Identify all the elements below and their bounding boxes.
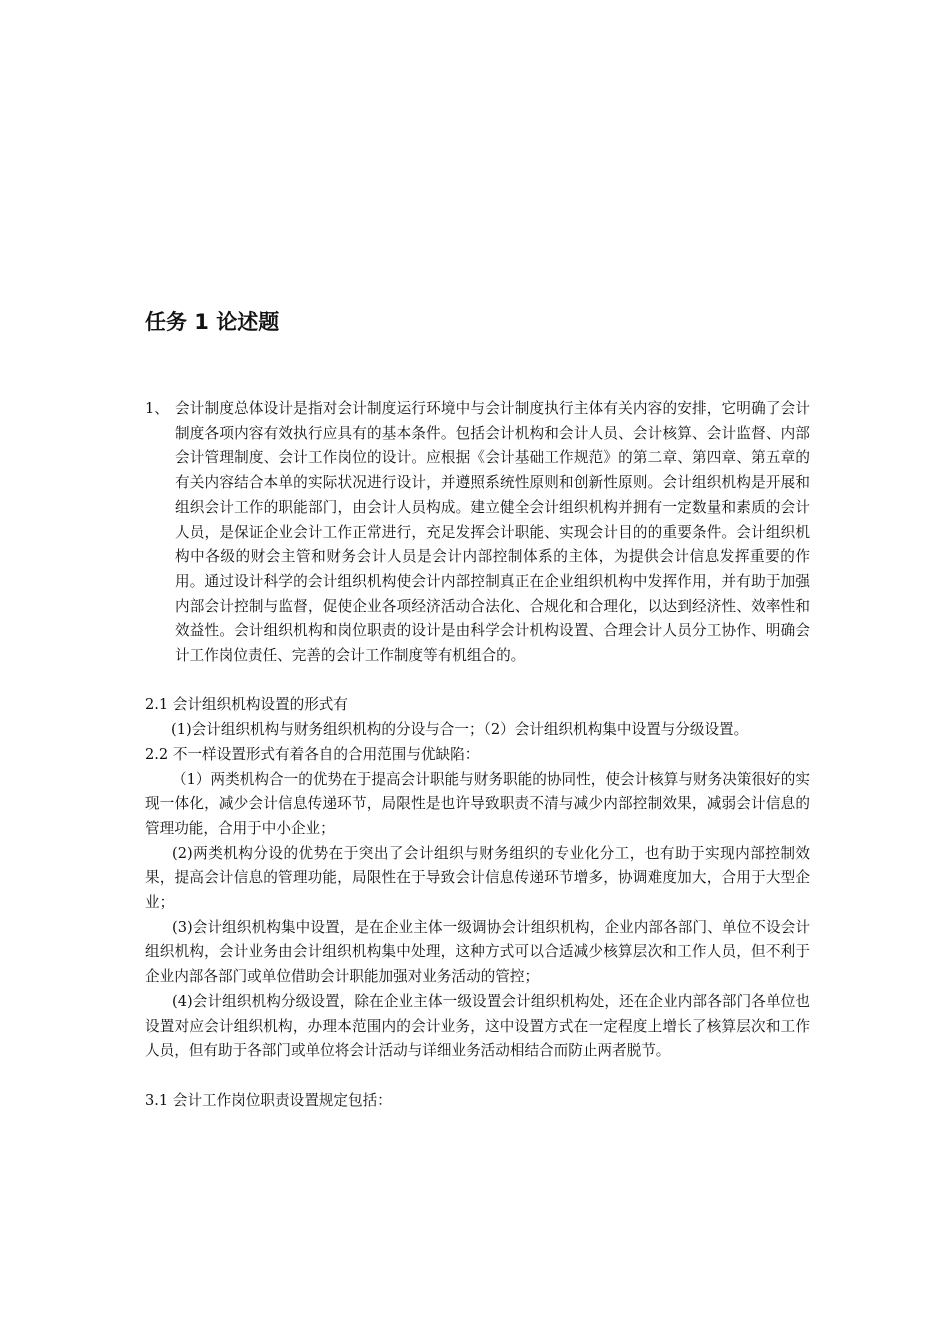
paragraph: （1）两类机构合一的优势在于提高会计职能与财务职能的协同性，使会计核算与财务决策很好的实现一体化，减少会计信息传递环节，局限性是也许导致职责不清与减少内部控制效果，减弱会计信息的管理功能，合用于中小企业； [145, 770, 810, 837]
section-heading-2-1: 2.1 会计组织机构设置的形式有 [145, 696, 348, 714]
item-text: 会计制度总体设计是指对会计制度运行环境中与会计制度执行主体有关内容的安排，它明确了会计制度各项内容有效执行应具有的基本条件。包括会计机构和会计人员、会计核算、会计监督、内部会计管理制度、会计工作岗位的设计。应根据《会计基础工作规范》的第二章、第四章、第五章的有关内容结合本单的实际状况进行设计，并遵照系统性原则和创新性原则。会计组织机构是开展和组织会计工作的职能部门，由会计人员构成。建立健全会计组织机构并拥有一定数量和素质的会计人员，是保证企业会计工作正常进行，充足发挥会计职能、实现会计目的的重要条件。会计组织机构中各级的财会主管和财务会计人员是会计内部控制体系的主体，为提供会计信息发挥重要的作用。通过设计科学的会计组织机构使会计内部控制真正在企业组织机构中发挥作用，并有助于加强内部会计控制与监督，促使企业各项经济活动合法化、合规化和合理化，以达到经济性、效率性和效益性。会计组织机构和岗位职责的设计是由科学会计机构设置、合理会计人员分工协作、明确会计工作岗位责任、完善的会计工作制度等有机组合的。 [175, 400, 810, 665]
paragraph: (3)会计组织机构集中设置，是在企业主体一级调协会计组织机构，企业内部各部门、单位不设会计组织机构，会计业务由会计组织机构集中处理，这种方式可以合适减少核算层次和工作人员，但不利于企业内部各部门或单位借助会计职能加强对业务活动的管控； [145, 918, 810, 986]
document-title: 任务 1 论述题 [145, 310, 280, 334]
section-heading-3-1: 3.1 会计工作岗位职责设置规定包括： [145, 1091, 392, 1109]
spacer [145, 1064, 810, 1089]
numbered-item-1 [145, 397, 810, 669]
item-number: 1、 [145, 400, 169, 417]
section-heading-2-2: 2.2 不一样设置形式有着各自的合用范围与优缺陷： [145, 745, 480, 763]
section-2-1-text: (1)会计组织机构与财务组织机构的分设与合一；（2）会计组织机构集中设置与分级设置。 [171, 721, 749, 739]
spacer [145, 669, 810, 694]
paragraph: (4)会计组织机构分级设置，除在企业主体一级设置会计组织机构处，还在企业内部各部门各单位也设置对应会计组织机构，办理本范围内的会计业务，这中设置方式在一定程度上增长了核算层次和工作人员，但有助于各部门或单位将会计活动与详细业务活动相结合而防止两者脱节。 [145, 992, 810, 1060]
paragraph: (2)两类机构分设的优势在于突出了会计组织与财务组织的专业化分工，也有助于实现内部控制效果，提高会计信息的管理功能，局限性在于导致会计信息传递环节增多，协调难度加大，合用于大型企业； [145, 844, 810, 912]
document-body [145, 397, 810, 1113]
